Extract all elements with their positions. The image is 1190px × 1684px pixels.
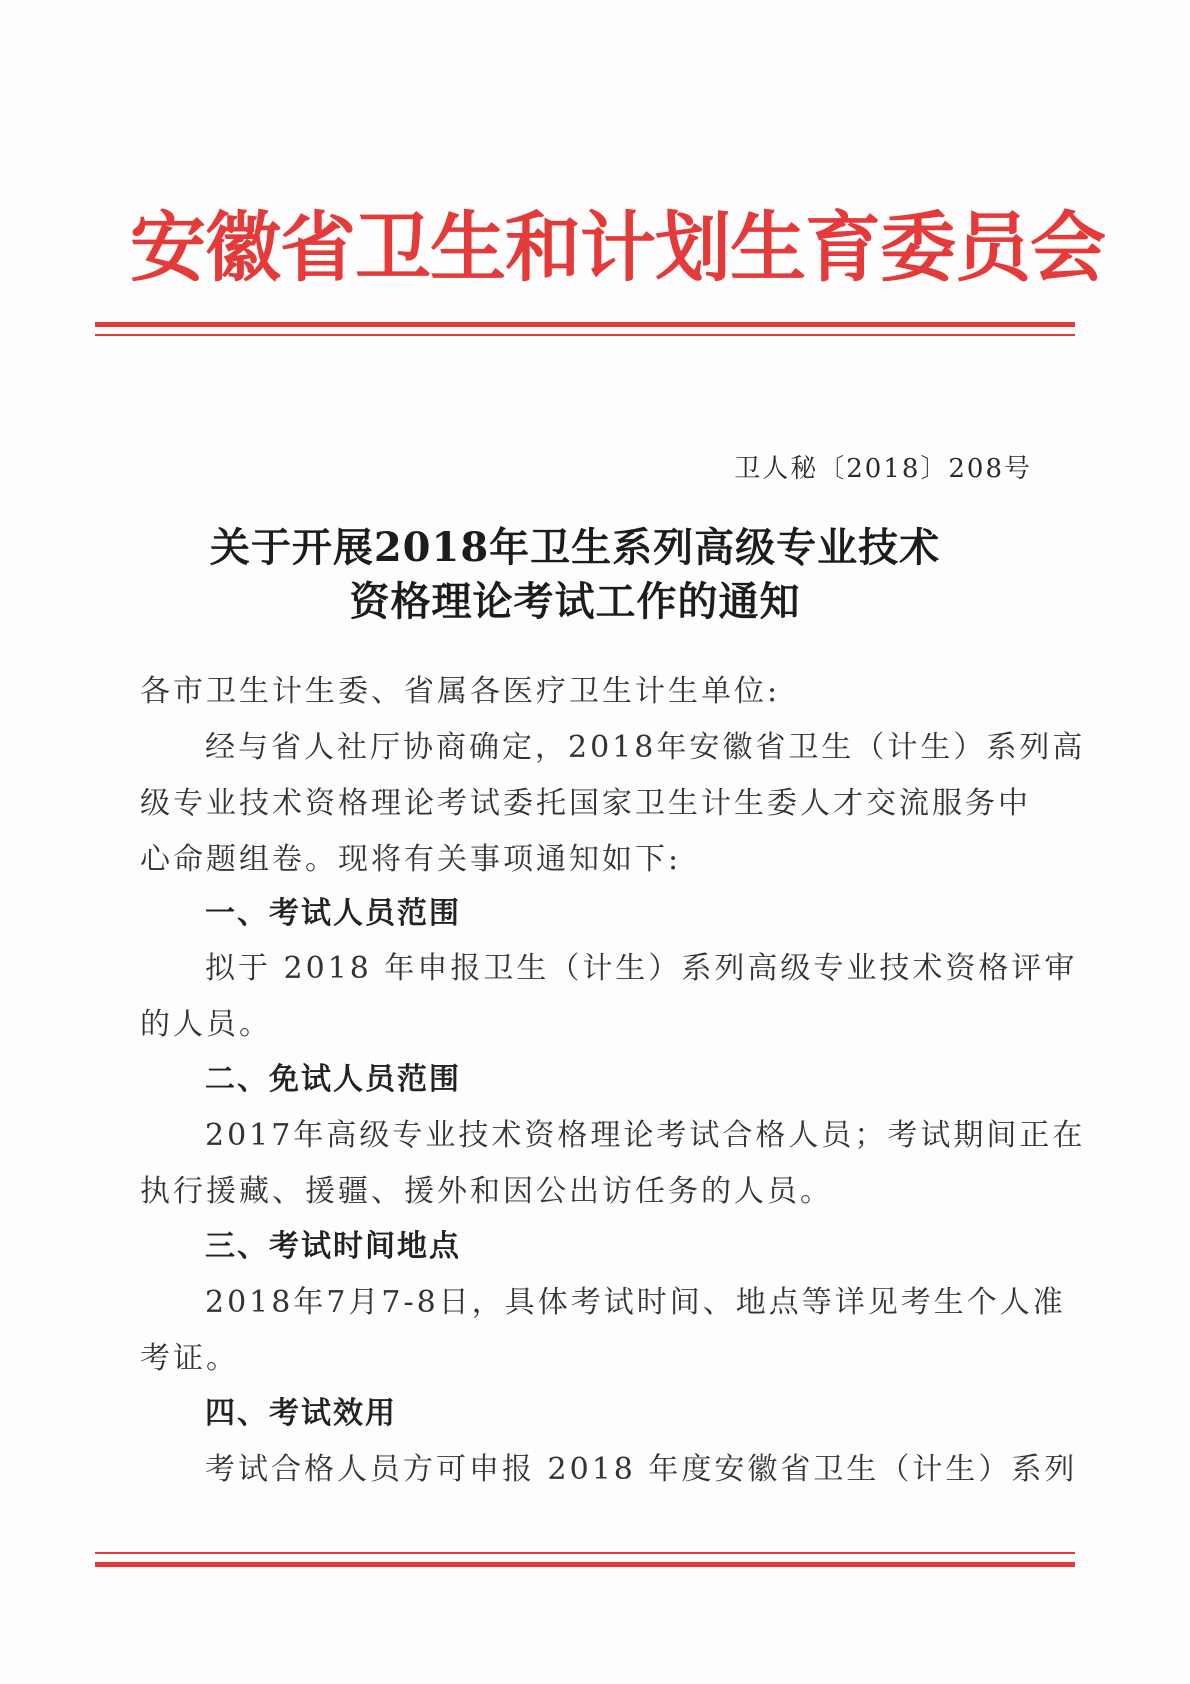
document-number: 卫人秘〔2018〕208号 [734, 454, 1032, 484]
section-1-heading: 一、考试人员范围 [205, 896, 461, 931]
section-4-line-1: 考试合格人员方可申报 2018 年度安徽省卫生（计生）系列 [205, 1452, 1078, 1487]
intro-line-3: 心命题组卷。现将有关事项通知如下: [140, 842, 682, 877]
intro-line-1: 经与省人社厅协商确定，2018年安徽省卫生（计生）系列高 [205, 730, 1086, 765]
footer-rule-thick [95, 1562, 1075, 1567]
section-2-line-2: 执行援藏、援疆、援外和因公出访任务的人员。 [140, 1174, 833, 1209]
intro-line-2: 级专业技术资格理论考试委托国家卫生计生委人才交流服务中 [140, 786, 1031, 821]
section-3-line-1: 2018年7月7-8日，具体考试时间、地点等详见考生个人准 [205, 1285, 1066, 1320]
letterhead-rule-thick [95, 322, 1075, 327]
salutation: 各市卫生计生委、省属各医疗卫生计生单位: [140, 674, 781, 709]
section-1-line-2: 的人员。 [140, 1007, 272, 1042]
letterhead-org-name: 安徽省卫生和计划生育委员会 [130, 203, 1105, 292]
document-title-line-2: 资格理论考试工作的通知 [349, 578, 801, 625]
section-3-heading: 三、考试时间地点 [205, 1229, 461, 1264]
section-2-heading: 二、免试人员范围 [205, 1062, 461, 1097]
section-2-line-1: 2017年高级专业技术资格理论考试合格人员；考试期间正在 [205, 1118, 1086, 1153]
letterhead-rule-thin [95, 334, 1075, 336]
document-title-line-1: 关于开展2018年卫生系列高级专业技术 [209, 524, 941, 571]
section-4-heading: 四、考试效用 [205, 1396, 397, 1431]
section-3-line-2: 考证。 [140, 1341, 239, 1376]
section-1-line-1: 拟于 2018 年申报卫生（计生）系列高级专业技术资格评审 [205, 951, 1078, 986]
footer-rule-thin [95, 1552, 1075, 1554]
